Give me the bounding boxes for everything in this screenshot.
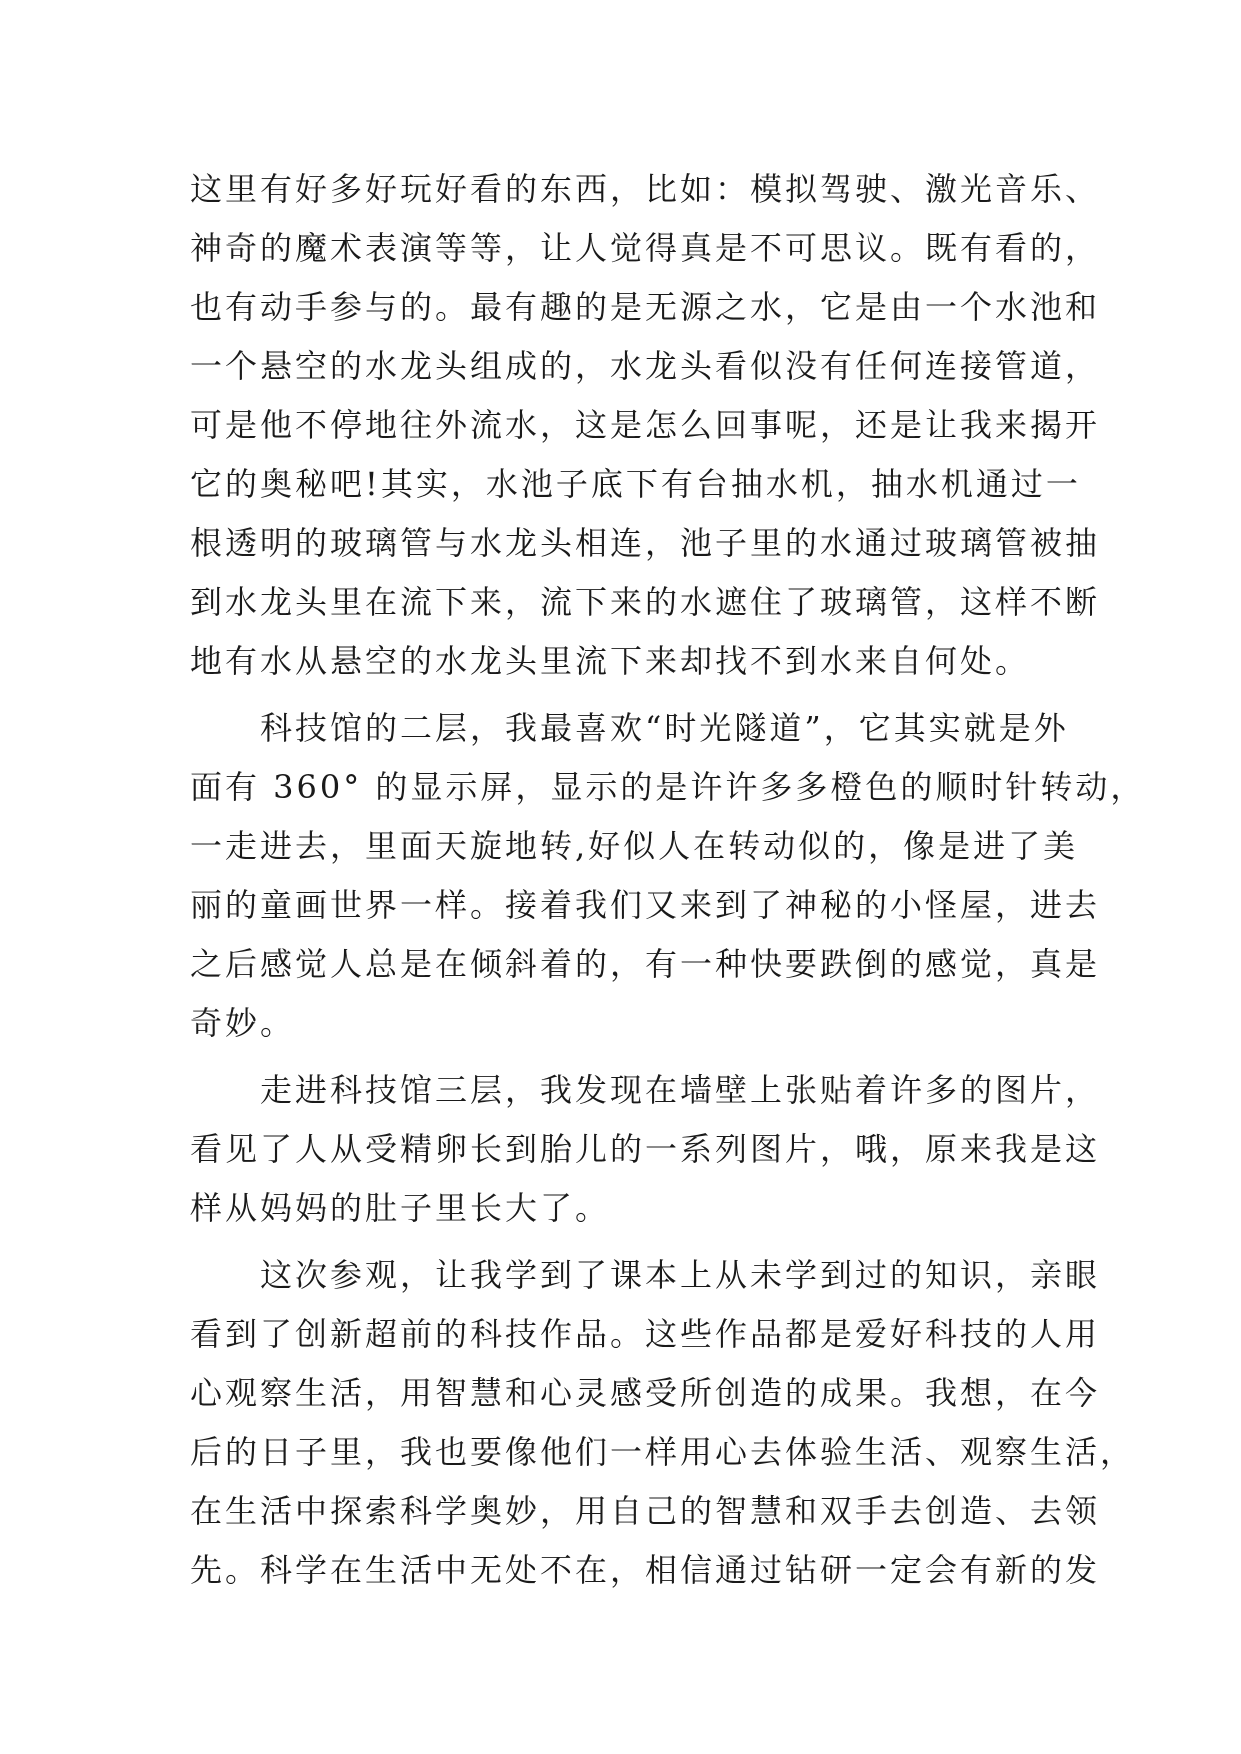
text-line: 一走进去，里面天旋地转,好似人在转动似的，像是进了美 <box>190 827 1079 865</box>
text-line: 面有 360° 的显示屏，显示的是许许多多橙色的顺时针转动， <box>190 768 1146 806</box>
paragraph-gap <box>190 691 1070 699</box>
text-line: 心观察生活，用智慧和心灵感受所创造的成果。我想，在今 <box>190 1374 1101 1412</box>
text-line: 看见了人从受精卵长到胎儿的一系列图片，哦，原来我是这 <box>190 1130 1101 1168</box>
text-line: 根透明的玻璃管与水龙头相连，池子里的水通过玻璃管被抽 <box>190 524 1101 562</box>
text-line: 奇妙。 <box>190 1004 296 1042</box>
text-line: 地有水从悬空的水龙头里流下来却找不到水来自何处。 <box>190 642 1031 680</box>
text-line: 一个悬空的水龙头组成的，水龙头看似没有任何连接管道， <box>190 347 1101 385</box>
text-line: 神奇的魔术表演等等，让人觉得真是不可思议。既有看的， <box>190 229 1101 267</box>
text-line: 这里有好多好玩好看的东西，比如：模拟驾驶、激光音乐、 <box>190 170 1101 208</box>
text-line: 可是他不停地往外流水，这是怎么回事呢，还是让我来揭开 <box>190 406 1101 444</box>
text-line: 到水龙头里在流下来，流下来的水遮住了玻璃管，这样不断 <box>190 583 1101 621</box>
paragraph <box>190 699 1146 1053</box>
text-line: 丽的童画世界一样。接着我们又来到了神秘的小怪屋，进去 <box>190 886 1101 924</box>
text-line: 在生活中探索科学奥妙，用自己的智慧和双手去创造、去领 <box>190 1492 1101 1530</box>
text-line: 也有动手参与的。最有趣的是无源之水，它是由一个水池和 <box>190 288 1101 326</box>
document-body <box>190 160 1146 1600</box>
text-line: 先。科学在生活中无处不在，相信通过钻研一定会有新的发 <box>190 1551 1101 1589</box>
text-line: 这次参观，让我学到了课本上从未学到过的知识，亲眼 <box>190 1256 1101 1294</box>
text-line: 后的日子里，我也要像他们一样用心去体验生活、观察生活， <box>190 1433 1136 1471</box>
text-line: 看到了创新超前的科技作品。这些作品都是爱好科技的人用 <box>190 1315 1101 1353</box>
text-line: 它的奥秘吧!其实，水池子底下有台抽水机，抽水机通过一 <box>190 465 1081 503</box>
paragraph-gap <box>190 1053 1070 1061</box>
paragraph <box>190 1246 1136 1600</box>
paragraph <box>190 1061 1101 1238</box>
text-line: 之后感觉人总是在倾斜着的，有一种快要跌倒的感觉，真是 <box>190 945 1101 983</box>
paragraph <box>190 160 1101 691</box>
text-line: 样从妈妈的肚子里长大了。 <box>190 1189 611 1227</box>
text-line: 科技馆的二层，我最喜欢“时光隧道”，它其实就是外 <box>190 709 1069 747</box>
paragraph-gap <box>190 1238 1070 1246</box>
text-line: 走进科技馆三层，我发现在墙壁上张贴着许多的图片， <box>190 1071 1101 1109</box>
